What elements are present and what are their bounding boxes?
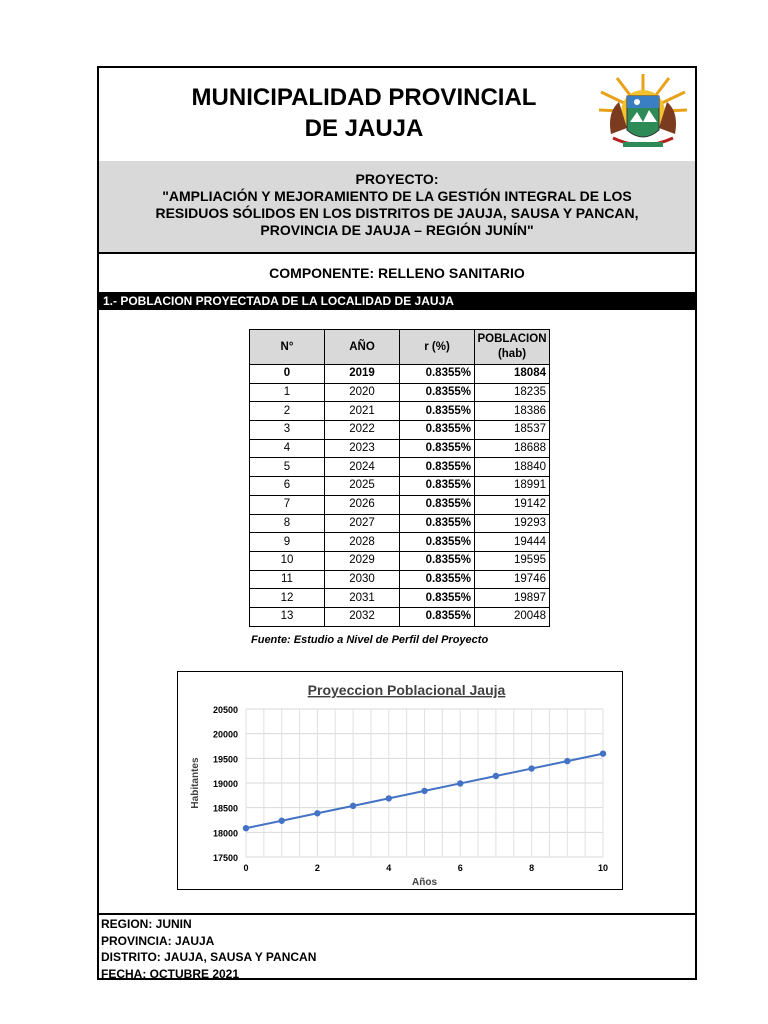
row-population: 19897 [475,589,550,608]
row-n: 1 [250,383,325,402]
row-rate: 0.8355% [400,533,475,552]
row-rate: 0.8355% [400,495,475,514]
row-n: 12 [250,589,325,608]
table-body [250,365,550,627]
document-sheet [97,66,697,980]
table-row [250,495,550,514]
chart-title: Proyeccion Poblacional Jauja [307,682,506,698]
component-title: COMPONENTE: RELLENO SANITARIO [269,265,525,281]
table-row [250,439,550,458]
source-note: Fuente: Estudio a Nivel de Perfil del Proyecto [251,634,489,646]
footer-provincia: PROVINCIA: JAUJA [101,933,215,948]
footer-distrito: DISTRITO: JAUJA, SAUSA Y PANCAN [101,950,317,964]
row-rate: 0.8355% [400,458,475,477]
row-population: 20048 [475,607,550,626]
row-year: 2021 [325,402,400,421]
row-rate: 0.8355% [400,402,475,421]
row-rate: 0.8355% [400,383,475,402]
row-n: 11 [250,570,325,589]
row-n: 9 [250,533,325,552]
row-n: 5 [250,458,325,477]
row-n: 8 [250,514,325,533]
table-row [250,589,550,608]
header [99,68,695,163]
row-year: 2030 [325,570,400,589]
row-population: 18537 [475,421,550,440]
data-point [386,795,392,801]
row-year: 2031 [325,589,400,608]
row-year: 2023 [325,439,400,458]
data-point [457,780,463,786]
row-n: 0 [250,365,325,384]
row-year: 2019 [325,365,400,384]
row-population: 18084 [475,365,550,384]
row-year: 2027 [325,514,400,533]
footer-info [99,913,695,981]
footer-fecha: FECHA: OCTUBRE 2021 [101,966,240,981]
row-year: 2029 [325,551,400,570]
table-row [250,383,550,402]
row-population: 19746 [475,570,550,589]
header-rate: r (%) [400,330,475,365]
row-n: 7 [250,495,325,514]
x-tick-label: 8 [529,863,535,873]
row-population: 18688 [475,439,550,458]
row-population: 18235 [475,383,550,402]
row-n: 2 [250,402,325,421]
row-rate: 0.8355% [400,570,475,589]
x-tick-label: 10 [597,863,609,873]
title-line-1: MUNICIPALIDAD PROVINCIAL [191,84,537,111]
table-row [250,458,550,477]
y-tick-label: 19000 [212,779,238,789]
table-row [250,551,550,570]
row-population: 19293 [475,514,550,533]
row-year: 2025 [325,477,400,496]
header-n: N° [250,330,325,365]
row-rate: 0.8355% [400,589,475,608]
page-title [139,82,589,144]
row-population: 18991 [475,477,550,496]
table-header-row [250,330,550,365]
row-population: 18840 [475,458,550,477]
table-row [250,421,550,440]
data-point [314,810,320,816]
section-title: 1.- POBLACION PROYECTADA DE LA LOCALIDAD DE JAUJA [99,292,695,310]
x-tick-label: 2 [314,863,320,873]
table-row [250,477,550,496]
row-n: 4 [250,439,325,458]
population-line-chart [178,672,622,889]
header-population-label: POBLACION [477,333,547,345]
header-year: AÑO [325,330,400,365]
row-year: 2022 [325,421,400,440]
x-tick-label: 4 [386,863,392,873]
x-axis-label: Años [412,877,437,888]
y-tick-label: 19500 [212,754,238,765]
x-tick-label: 6 [457,863,463,873]
table-row [250,533,550,552]
row-year: 2032 [325,607,400,626]
data-point [279,818,285,824]
data-point [528,765,534,771]
row-population: 18386 [475,402,550,421]
table-row [250,514,550,533]
x-tick-label: 0 [243,863,249,873]
row-rate: 0.8355% [400,551,475,570]
municipal-coat-of-arms-icon [597,72,689,156]
row-n: 10 [250,551,325,570]
y-tick-label: 17500 [212,853,238,863]
table-row [250,570,550,589]
table-row [250,365,550,384]
row-rate: 0.8355% [400,439,475,458]
data-point [350,803,356,809]
y-tick-label: 18000 [212,828,238,839]
chart-container [177,671,623,890]
y-axis-label: Habitantes [190,757,201,809]
y-tick-label: 20500 [212,705,238,715]
row-rate: 0.8355% [400,607,475,626]
row-rate: 0.8355% [400,421,475,440]
row-n: 3 [250,421,325,440]
row-population: 19444 [475,533,550,552]
title-line-2: DE JAUJA [304,115,424,142]
data-point [600,750,606,756]
header-population-unit: (hab) [497,348,527,360]
table-row [250,402,550,421]
data-point [493,773,499,779]
row-year: 2020 [325,383,400,402]
project-label: PROYECTO: [355,171,439,187]
row-rate: 0.8355% [400,365,475,384]
data-point [421,788,427,794]
data-point [564,758,570,764]
data-point [243,825,249,831]
table-row [250,607,550,626]
row-population: 19595 [475,551,550,570]
row-year: 2024 [325,458,400,477]
y-tick-label: 18500 [212,803,238,814]
row-n: 6 [250,477,325,496]
row-year: 2028 [325,533,400,552]
row-n: 13 [250,607,325,626]
row-rate: 0.8355% [400,514,475,533]
header-population [475,330,550,365]
row-year: 2026 [325,495,400,514]
row-rate: 0.8355% [400,477,475,496]
row-population: 19142 [475,495,550,514]
project-box [99,161,695,254]
population-table [249,329,550,627]
footer-region: REGION: JUNIN [101,917,192,931]
y-tick-label: 20000 [212,729,238,740]
project-description: "AMPLIACIÓN Y MEJORAMIENTO DE LA GESTIÓN INTEGRAL DE LOS RESIDUOS SÓLIDOS EN LOS DISTRITOS DE JAUJA, SAUSA Y PANCAN, PROVINCIA DE JAUJA – REGIÓN JUNÍN" [155,188,639,238]
